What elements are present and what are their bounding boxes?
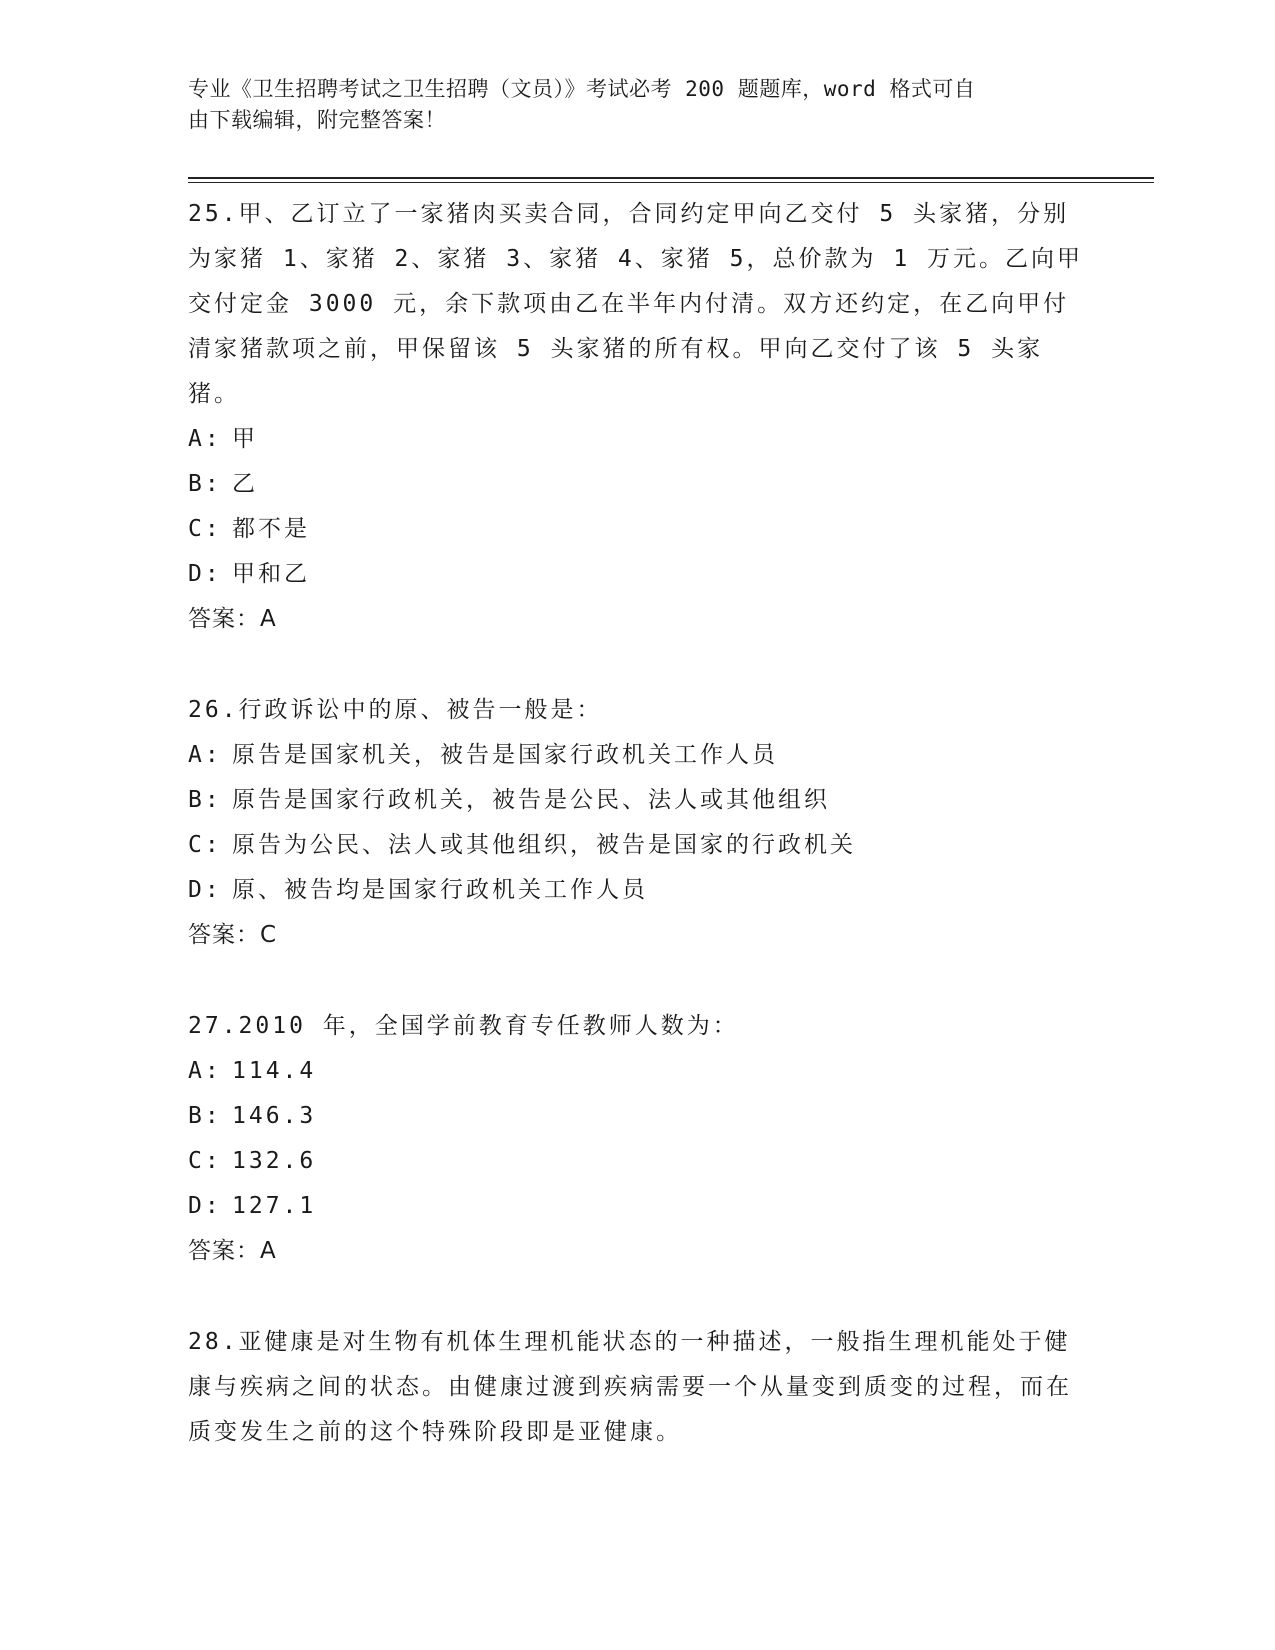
option-c bbox=[188, 507, 1088, 552]
header-divider-thick bbox=[188, 177, 1154, 179]
option-key: A: bbox=[188, 742, 222, 768]
option-key: A: bbox=[188, 426, 222, 452]
option-text: 甲 bbox=[232, 426, 258, 452]
option-key: B: bbox=[188, 1103, 222, 1129]
question-28 bbox=[188, 1320, 1088, 1455]
option-text: 乙 bbox=[232, 471, 258, 497]
option-text: 146.3 bbox=[232, 1103, 317, 1129]
option-a bbox=[188, 733, 1088, 778]
option-text: 原告是国家行政机关，被告是公民、法人或其他组织 bbox=[232, 787, 830, 813]
option-key: C: bbox=[188, 1148, 222, 1174]
question-stem: 26.行政诉讼中的原、被告一般是： bbox=[188, 697, 603, 723]
header-line-1: 专业《卫生招聘考试之卫生招聘（文员）》考试必考 200 题题库，word 格式可自 bbox=[188, 77, 976, 101]
question-27 bbox=[188, 1004, 1088, 1274]
document-header bbox=[188, 74, 1068, 136]
option-a bbox=[188, 417, 1088, 462]
answer-line: 答案：C bbox=[188, 922, 278, 948]
option-text: 原告是国家机关，被告是国家行政机关工作人员 bbox=[232, 742, 778, 768]
option-b bbox=[188, 462, 1088, 507]
option-a bbox=[188, 1049, 1088, 1094]
option-text: 甲和乙 bbox=[232, 561, 310, 587]
option-key: C: bbox=[188, 516, 222, 542]
option-key: D: bbox=[188, 561, 222, 587]
option-text: 原告为公民、法人或其他组织，被告是国家的行政机关 bbox=[232, 832, 856, 858]
question-list bbox=[188, 192, 1088, 1501]
option-c bbox=[188, 1139, 1088, 1184]
option-key: C: bbox=[188, 832, 222, 858]
option-text: 都不是 bbox=[232, 516, 310, 542]
option-c bbox=[188, 823, 1088, 868]
answer-line: 答案：A bbox=[188, 606, 277, 632]
option-b bbox=[188, 1094, 1088, 1139]
option-text: 127.1 bbox=[232, 1193, 317, 1219]
option-d bbox=[188, 552, 1088, 597]
option-b bbox=[188, 778, 1088, 823]
answer-line: 答案：A bbox=[188, 1238, 277, 1264]
option-text: 原、被告均是国家行政机关工作人员 bbox=[232, 877, 648, 903]
option-key: A: bbox=[188, 1058, 222, 1084]
option-key: B: bbox=[188, 471, 222, 497]
question-stem: 25.甲、乙订立了一家猪肉买卖合同，合同约定甲向乙交付 5 头家猪，分别为家猪 1、家猪 2、家猪 3、家猪 4、家猪 5，总价款为 1 万元。乙向甲交付定金 3000 元，余下款项由乙在半年内付清。双方还约定，在乙向甲付清家猪款项之前，甲保留该 5 头家猪的所有权。甲向乙交付了该 5 头家猪。 bbox=[188, 201, 1084, 407]
option-key: D: bbox=[188, 877, 222, 903]
question-26 bbox=[188, 688, 1088, 958]
option-d bbox=[188, 1184, 1088, 1229]
option-key: D: bbox=[188, 1193, 222, 1219]
question-25 bbox=[188, 192, 1088, 642]
question-stem: 27.2010 年，全国学前教育专任教师人数为： bbox=[188, 1013, 739, 1039]
header-line-2: 由下载编辑，附完整答案！ bbox=[188, 108, 446, 132]
option-text: 114.4 bbox=[232, 1058, 317, 1084]
option-text: 132.6 bbox=[232, 1148, 317, 1174]
header-divider-thin bbox=[188, 182, 1154, 183]
question-stem: 28.亚健康是对生物有机体生理机能状态的一种描述，一般指生理机能处于健康与疾病之间的状态。由健康过渡到疾病需要一个从量变到质变的过程，而在质变发生之前的这个特殊阶段即是亚健康。 bbox=[188, 1329, 1072, 1445]
option-key: B: bbox=[188, 787, 222, 813]
option-d bbox=[188, 868, 1088, 913]
